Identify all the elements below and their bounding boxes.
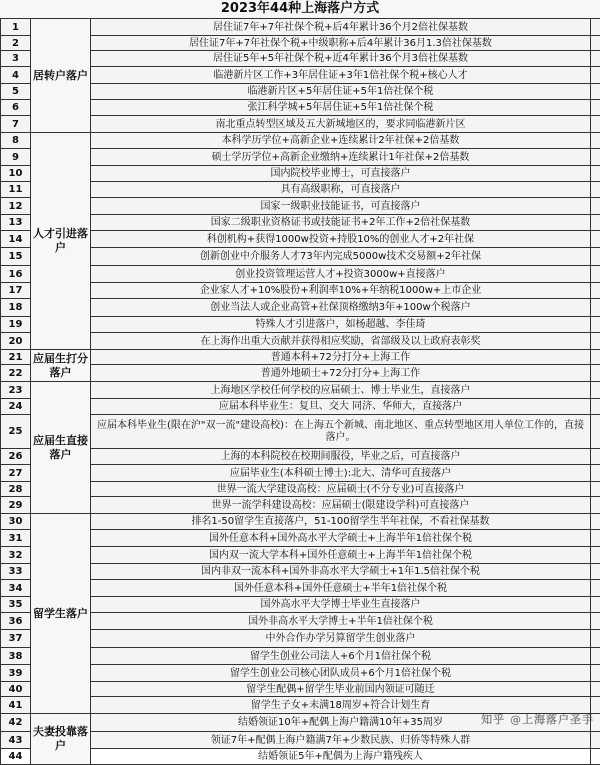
- blank-cell: [591, 514, 600, 530]
- row-number: 22: [1, 365, 31, 382]
- table-row: [1, 231, 600, 248]
- table-row: [1, 116, 600, 133]
- table-row: [1, 133, 600, 149]
- row-number: 35: [1, 597, 31, 613]
- policy-description: 临港新片区工作+3年居住证+3年1倍社保个税+核心人才: [91, 67, 591, 84]
- blank-cell: [591, 231, 600, 248]
- policy-description: 科创机构+获得1000w投资+持股10%的创业人才+2年社保: [91, 231, 591, 248]
- table-row: [1, 613, 600, 630]
- table-row: [1, 514, 600, 530]
- row-number: 39: [1, 665, 31, 682]
- table-row: [1, 648, 600, 665]
- blank-cell: [591, 67, 600, 84]
- policy-description: 国内双一流大学本科+国外任意硕士+上海半年1倍社保个税: [91, 547, 591, 564]
- policy-description: 结婚领证5年+配偶为上海户籍残疾人: [91, 749, 591, 765]
- table-row: [1, 248, 600, 266]
- policy-description: 国家二级职业资格证书或技能证书+2年工作+2倍社保基数: [91, 215, 591, 231]
- blank-cell: [591, 580, 600, 597]
- policy-description: 南北重点转型区域及五大新城地区的，要求同临港新片区: [91, 116, 591, 133]
- category-cell: 人才引进落户: [31, 133, 91, 350]
- blank-cell: [591, 182, 600, 198]
- policy-description: 普通本科+72分打分+上海工作: [91, 350, 591, 365]
- table-row: [1, 51, 600, 67]
- row-number: 2: [1, 36, 31, 51]
- policy-description: 中外合作办学另算留学生创业落户: [91, 630, 591, 648]
- blank-cell: [591, 665, 600, 682]
- row-number: 4: [1, 67, 31, 84]
- row-number: 36: [1, 613, 31, 630]
- row-number: 12: [1, 198, 31, 215]
- row-number: 5: [1, 84, 31, 100]
- policy-table-body: [1, 19, 600, 765]
- blank-cell: [591, 100, 600, 116]
- row-number: 42: [1, 714, 31, 732]
- row-number: 3: [1, 51, 31, 67]
- policy-description: 创业投资管理运营人才+投资3000w+直接落户: [91, 266, 591, 283]
- table-row: [1, 283, 600, 299]
- policy-description: 企业家人才+10%股份+利润率10%+年纳税1000w+上市企业: [91, 283, 591, 299]
- policy-description: 留学生创业公司法人+6个月1倍社保个税: [91, 648, 591, 665]
- table-row: [1, 382, 600, 399]
- table-row: [1, 215, 600, 231]
- row-number: 14: [1, 231, 31, 248]
- blank-cell: [591, 84, 600, 100]
- policy-description: 居住证7年+7年社保个税+中级职称+后4年累计36月1.3倍社保基数: [91, 36, 591, 51]
- row-number: 24: [1, 399, 31, 415]
- category-cell: 居转户落户: [31, 19, 91, 133]
- table-row: [1, 350, 600, 365]
- table-row: [1, 67, 600, 84]
- row-number: 1: [1, 19, 31, 36]
- row-number: 43: [1, 732, 31, 749]
- row-number: 8: [1, 133, 31, 149]
- blank-cell: [591, 732, 600, 749]
- blank-cell: [591, 749, 600, 765]
- blank-cell: [591, 415, 600, 449]
- row-number: 11: [1, 182, 31, 198]
- row-number: 38: [1, 648, 31, 665]
- row-number: 16: [1, 266, 31, 283]
- table-row: [1, 665, 600, 682]
- blank-cell: [591, 465, 600, 482]
- row-number: 13: [1, 215, 31, 231]
- row-number: 18: [1, 299, 31, 317]
- blank-cell: [591, 19, 600, 36]
- blank-cell: [591, 530, 600, 547]
- policy-description: 上海地区学校任何学校的应届硕士、博士毕业生，直接落户: [91, 382, 591, 399]
- blank-cell: [591, 166, 600, 182]
- policy-description: 特殊人才引进落户，如杨超越、李佳琦: [91, 317, 591, 333]
- row-number: 25: [1, 415, 31, 449]
- blank-cell: [591, 317, 600, 333]
- row-number: 27: [1, 465, 31, 482]
- category-cell: 夫妻投靠落户: [31, 714, 91, 765]
- blank-cell: [591, 248, 600, 266]
- policy-description: 居住证7年+7年社保个税+后4年累计36个月2倍社保基数: [91, 19, 591, 36]
- row-number: 7: [1, 116, 31, 133]
- policy-description: 世界一流学科建设高校：应届硕士(限建设学科)可直接落户: [91, 497, 591, 514]
- policy-description: 领证7年+配偶上海户籍满7年+少数民族、归侨等特殊人群: [91, 732, 591, 749]
- page-title: 2023年44种上海落户方式: [0, 0, 600, 19]
- blank-cell: [591, 682, 600, 697]
- row-number: 10: [1, 166, 31, 182]
- policy-description: 应届本科毕业生：复旦、交大 同济、华师大，直接落户: [91, 399, 591, 415]
- row-number: 37: [1, 630, 31, 648]
- blank-cell: [591, 215, 600, 231]
- row-number: 15: [1, 248, 31, 266]
- table-row: [1, 399, 600, 415]
- blank-cell: [591, 597, 600, 613]
- row-number: 34: [1, 580, 31, 597]
- policy-description: 创新创业中介服务人才73年内完成5000w技术交易额+2年社保: [91, 248, 591, 266]
- table-row: [1, 530, 600, 547]
- row-number: 32: [1, 547, 31, 564]
- blank-cell: [591, 399, 600, 415]
- watermark: 知乎 @上海落户圣手: [481, 711, 594, 727]
- table-row: [1, 317, 600, 333]
- policy-description: 留学生子女+未满18周岁+符合计划生育: [91, 697, 591, 714]
- table-row: [1, 749, 600, 765]
- blank-cell: [591, 116, 600, 133]
- table-row: [1, 100, 600, 116]
- policy-description: 创业当法人或企业高管+社保顶格缴纳3年+100w个税落户: [91, 299, 591, 317]
- row-number: 31: [1, 530, 31, 547]
- policy-description: 张江科学城+5年居住证+5年1倍社保个税: [91, 100, 591, 116]
- row-number: 6: [1, 100, 31, 116]
- blank-cell: [591, 350, 600, 365]
- row-number: 19: [1, 317, 31, 333]
- table-row: [1, 149, 600, 166]
- blank-cell: [591, 449, 600, 465]
- table-row: [1, 19, 600, 36]
- row-number: 23: [1, 382, 31, 399]
- policy-description: 在上海作出重大贡献并获得相应奖励，省部级及以上政府表彰奖: [91, 333, 591, 350]
- row-number: 30: [1, 514, 31, 530]
- row-number: 26: [1, 449, 31, 465]
- table-row: [1, 333, 600, 350]
- table-row: [1, 465, 600, 482]
- table-row: [1, 84, 600, 100]
- table-row: [1, 564, 600, 580]
- policy-description: 国家一级职业技能证书，可直接落户: [91, 198, 591, 215]
- blank-cell: [591, 333, 600, 350]
- table-row: [1, 449, 600, 465]
- policy-description: 排名1-50留学生直接落户，51-100留学生半年社保，不看社保基数: [91, 514, 591, 530]
- table-row: [1, 547, 600, 564]
- policy-description: 应届毕业生(本科硕士博士):北大、清华可直接落户: [91, 465, 591, 482]
- policy-description: 国内非双一流本科+国外非高水平大学硕士+1年1.5倍社保个税: [91, 564, 591, 580]
- table-row: [1, 682, 600, 697]
- row-number: 17: [1, 283, 31, 299]
- table-row: [1, 198, 600, 215]
- policy-description: 留学生配偶+留学生毕业前国内领证可随迁: [91, 682, 591, 697]
- table-row: [1, 732, 600, 749]
- category-cell: 应届生直接落户: [31, 382, 91, 514]
- blank-cell: [591, 547, 600, 564]
- table-row: [1, 365, 600, 382]
- category-cell: 留学生落户: [31, 514, 91, 714]
- blank-cell: [591, 133, 600, 149]
- row-number: 28: [1, 482, 31, 497]
- policy-description: 世界一流大学建设高校：应届硕士(不分专业)可直接落户: [91, 482, 591, 497]
- blank-cell: [591, 198, 600, 215]
- blank-cell: [591, 613, 600, 630]
- table-row: [1, 182, 600, 198]
- policy-description: 本科学历学位+高新企业+连续累计2年社保+2倍基数: [91, 133, 591, 149]
- blank-cell: [591, 365, 600, 382]
- category-cell: 应届生打分落户: [31, 350, 91, 382]
- policy-description: 国外任意本科+国外高水平大学硕士+上海半年1倍社保个税: [91, 530, 591, 547]
- policy-description: 结婚领证10年+配偶上海户籍满10年+35周岁: [91, 714, 591, 732]
- table-row: [1, 266, 600, 283]
- policy-description: 留学生创业公司核心团队成员+6个月1倍社保个税: [91, 665, 591, 682]
- row-number: 9: [1, 149, 31, 166]
- policy-description: 临港新片区+5年居住证+5年1倍社保个税: [91, 84, 591, 100]
- row-number: 44: [1, 749, 31, 765]
- policy-description: 国外非高水平大学博士+半年1倍社保个税: [91, 613, 591, 630]
- row-number: 29: [1, 497, 31, 514]
- blank-cell: [591, 51, 600, 67]
- row-number: 33: [1, 564, 31, 580]
- policy-description: 国内院校毕业博士，可直接落户: [91, 166, 591, 182]
- blank-cell: [591, 36, 600, 51]
- blank-cell: [591, 482, 600, 497]
- blank-cell: [591, 266, 600, 283]
- row-number: 40: [1, 682, 31, 697]
- blank-cell: [591, 299, 600, 317]
- table-row: [1, 415, 600, 449]
- table-row: [1, 36, 600, 51]
- blank-cell: [591, 630, 600, 648]
- policy-description: 国外高水平大学博士毕业生直接落户: [91, 597, 591, 613]
- policy-description: 应届本科毕业生(限在沪"双一流"建设高校)：在上海五个新城、南北地区、重点转型地区用人单位工作的，直接落户。: [91, 415, 591, 449]
- blank-cell: [591, 382, 600, 399]
- table-row: [1, 630, 600, 648]
- table-row: [1, 166, 600, 182]
- policy-description: 普通外地硕士+72分打分+上海工作: [91, 365, 591, 382]
- row-number: 21: [1, 350, 31, 365]
- blank-cell: [591, 497, 600, 514]
- blank-cell: [591, 564, 600, 580]
- row-number: 41: [1, 697, 31, 714]
- blank-cell: [591, 648, 600, 665]
- table-row: [1, 580, 600, 597]
- policy-description: 居住证5年+5年社保个税+近4年累计36个月3倍社保基数: [91, 51, 591, 67]
- policy-description: 硕士学历学位+高新企业缴纳+连续累计1年社保+2倍基数: [91, 149, 591, 166]
- row-number: 20: [1, 333, 31, 350]
- policy-description: 国外任意本科+国外任意硕士+半年1倍社保个税: [91, 580, 591, 597]
- blank-cell: [591, 149, 600, 166]
- blank-cell: [591, 283, 600, 299]
- policy-table: [0, 18, 600, 765]
- table-row: [1, 497, 600, 514]
- table-row: [1, 597, 600, 613]
- table-row: [1, 482, 600, 497]
- table-row: [1, 299, 600, 317]
- policy-description: 上海的本科院校在校期间服役，毕业之后，可直接落户: [91, 449, 591, 465]
- policy-description: 具有高级职称，可直接落户: [91, 182, 591, 198]
